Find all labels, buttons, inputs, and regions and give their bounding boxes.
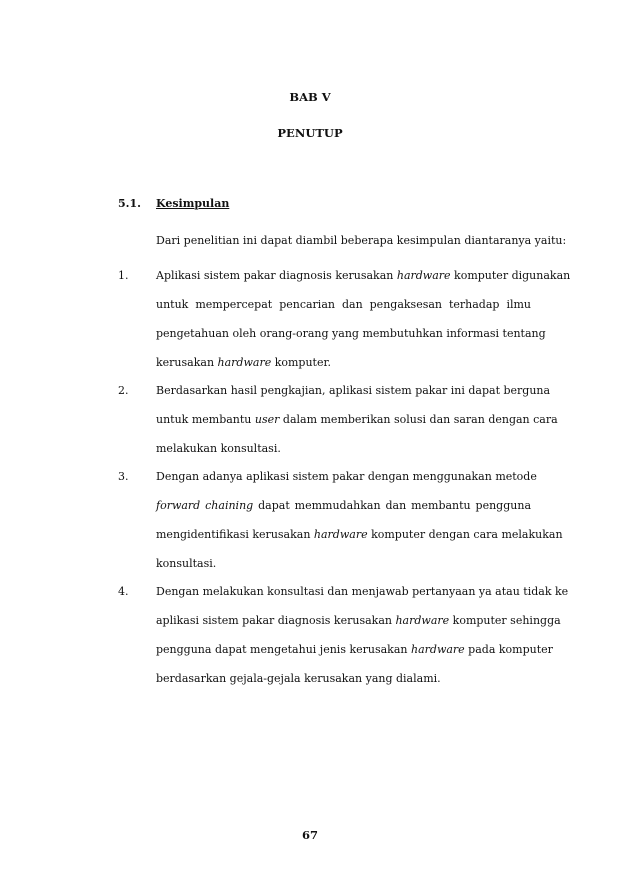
chapter-heading: BAB V xyxy=(289,90,331,104)
italic-term: hardware xyxy=(313,528,368,541)
list-item-line: melakukan konsultasi. xyxy=(156,442,281,455)
list-item-line: Dengan adanya aplikasi sistem pakar dengan menggunakan metode xyxy=(156,470,537,483)
italic-term: hardware xyxy=(411,643,465,656)
list-item-line: mengidentifikasi kerusakan hardware komputer dengan cara melakukan xyxy=(156,528,563,541)
list-item-line: Dengan melakukan konsultasi dan menjawab pertanyaan ya atau tidak ke xyxy=(156,585,569,598)
list-item-number: 4. xyxy=(118,585,129,598)
list-item-number: 2. xyxy=(118,384,129,397)
list-item-line: berdasarkan gejala-gejala kerusakan yang dialami. xyxy=(156,672,441,685)
page-number: 67 xyxy=(301,828,318,842)
list-item-line: kerusakan hardware komputer. xyxy=(156,356,332,369)
list-item-line: forward chaining dapat memmudahkan dan membantu pengguna xyxy=(156,499,531,512)
list-item xyxy=(156,261,571,377)
italic-term: hardware xyxy=(395,614,450,627)
list-item xyxy=(156,462,563,578)
italic-term: hardware xyxy=(396,269,451,282)
list-item-line: aplikasi sistem pakar diagnosis kerusakan hardware komputer sehingga xyxy=(156,614,561,627)
list-item-line: untuk membantu user dalam memberikan solusi dan saran dengan cara xyxy=(156,413,558,426)
list-item-line: konsultasi. xyxy=(156,557,217,570)
list-item-line: untuk mempercepat pencarian dan pengaksesan terhadap ilmu xyxy=(156,298,531,311)
list-item xyxy=(156,577,569,693)
list-item-line: pengetahuan oleh orang-orang yang membutuhkan informasi tentang xyxy=(156,327,546,340)
italic-term: forward chaining xyxy=(156,499,254,512)
list-item-number: 1. xyxy=(118,269,129,282)
list-item-number: 3. xyxy=(118,470,129,483)
chapter-title: PENUTUP xyxy=(277,126,343,140)
list-item-line: Aplikasi sistem pakar diagnosis kerusakan hardware komputer digunakan xyxy=(156,269,571,282)
italic-term: hardware xyxy=(217,356,272,369)
section-number: 5.1. xyxy=(118,197,141,210)
list-item xyxy=(156,376,558,463)
list-item-line: pengguna dapat mengetahui jenis kerusakan hardware pada komputer xyxy=(156,643,553,656)
intro-paragraph: Dari penelitian ini dapat diambil beberapa kesimpulan diantaranya yaitu: xyxy=(156,234,567,247)
italic-term: user xyxy=(254,413,280,426)
list-item-line: Berdasarkan hasil pengkajian, aplikasi sistem pakar ini dapat berguna xyxy=(156,384,551,397)
section-title: Kesimpulan xyxy=(156,197,230,210)
